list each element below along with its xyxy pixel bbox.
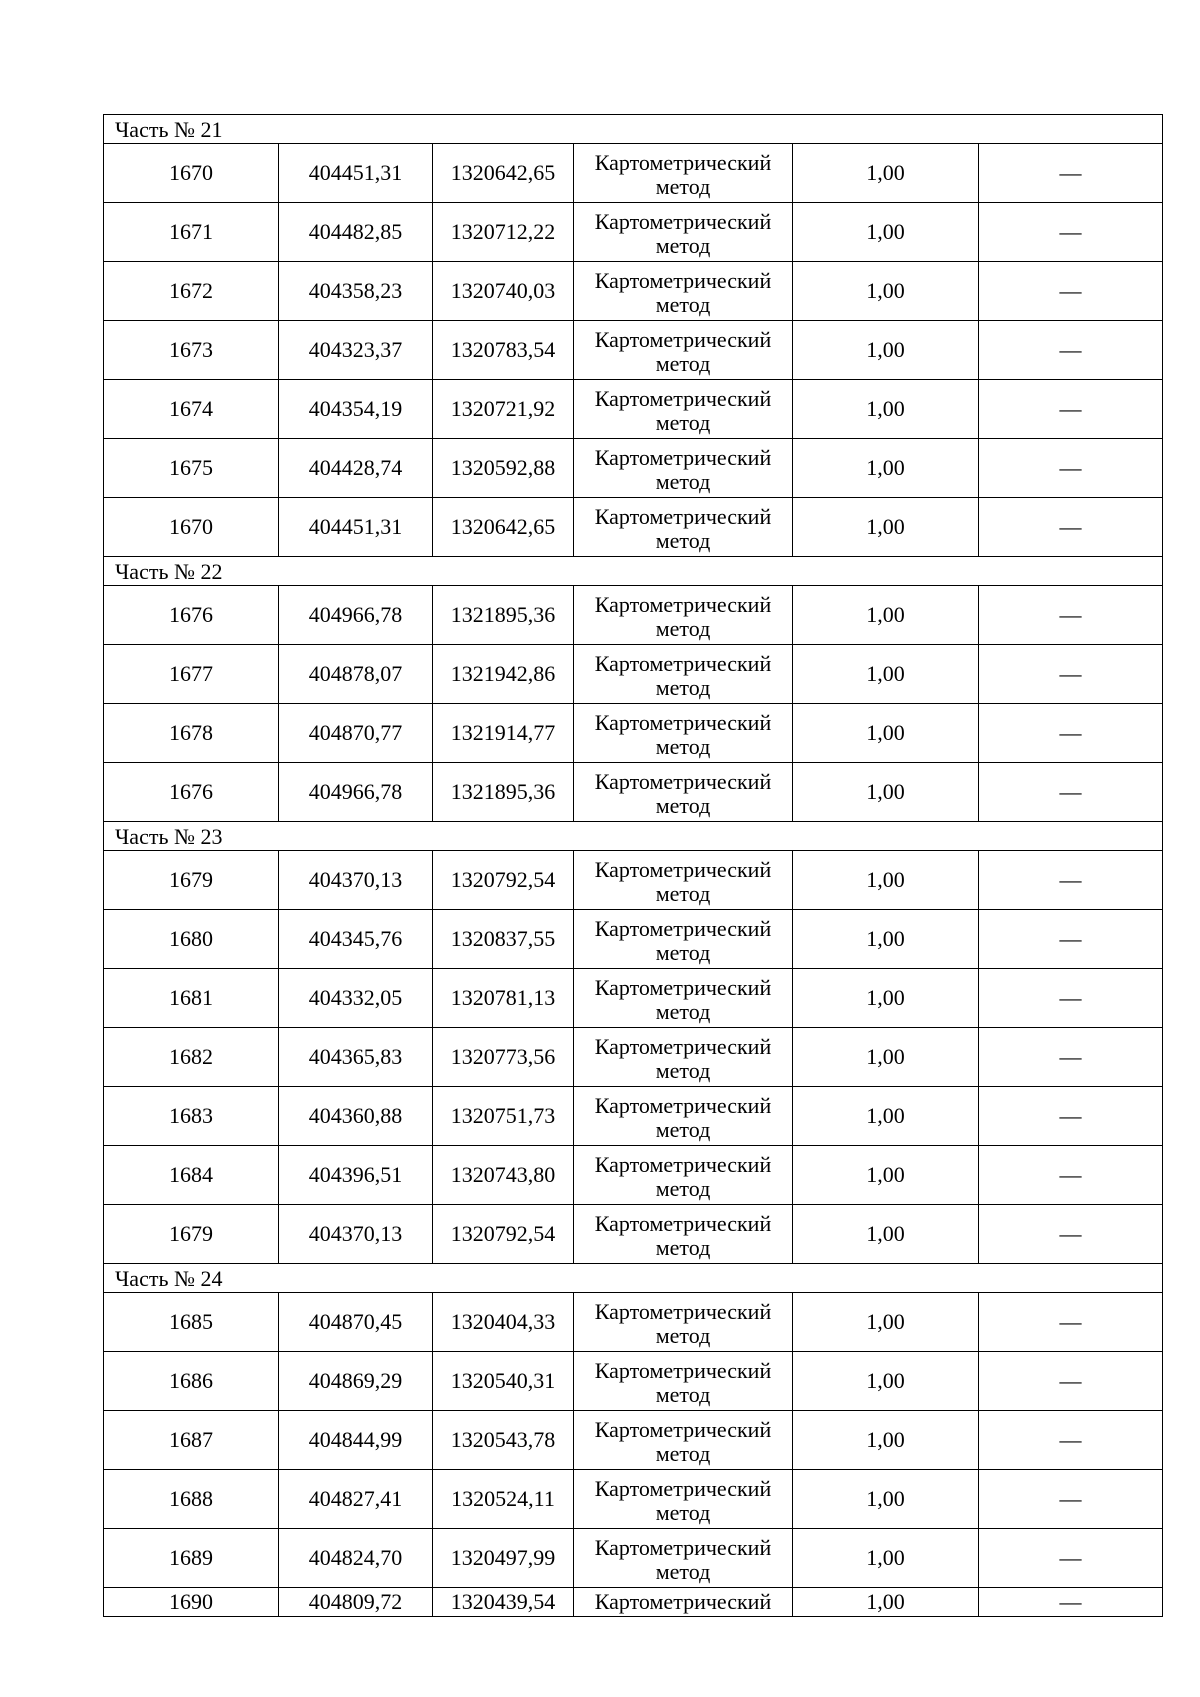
dash-cell: — [979,586,1163,645]
dash-cell: — [979,851,1163,910]
method-line-2: метод [655,616,711,641]
accuracy-cell: 1,00 [793,1529,979,1588]
table-row [104,969,1163,1028]
y-coordinate-cell: 1320404,33 [433,1293,574,1352]
point-number-cell: 1685 [104,1293,279,1352]
y-coordinate-cell: 1320592,88 [433,439,574,498]
section-label: Часть № 22 [104,557,1163,586]
method-cell [574,586,793,645]
method-line-1: Картометрический [594,327,772,352]
method-cell [574,439,793,498]
accuracy-cell: 1,00 [793,1087,979,1146]
x-coordinate-cell: 404966,78 [279,763,433,822]
method-cell [574,1352,793,1411]
section-label: Часть № 21 [104,115,1163,144]
method-cell [574,498,793,557]
point-number-cell: 1684 [104,1146,279,1205]
x-coordinate-cell: 404966,78 [279,586,433,645]
accuracy-cell: 1,00 [793,645,979,704]
y-coordinate-cell: 1320497,99 [433,1529,574,1588]
table-row [104,144,1163,203]
point-number-cell: 1679 [104,1205,279,1264]
y-coordinate-cell: 1320792,54 [433,851,574,910]
dash-cell: — [979,380,1163,439]
dash-cell: — [979,439,1163,498]
point-number-cell: 1679 [104,851,279,910]
method-line-2: метод [655,881,711,906]
x-coordinate-cell: 404354,19 [279,380,433,439]
method-cell [574,321,793,380]
method-cell [574,1529,793,1588]
y-coordinate-cell: 1320642,65 [433,144,574,203]
y-coordinate-cell: 1320740,03 [433,262,574,321]
x-coordinate-cell: 404345,76 [279,910,433,969]
method-cell [574,144,793,203]
point-number-cell: 1682 [104,1028,279,1087]
table-row [104,321,1163,380]
table-row [104,645,1163,704]
method-line-2: метод [655,292,711,317]
method-line-2: метод [655,1382,711,1407]
point-number-cell: 1672 [104,262,279,321]
accuracy-cell: 1,00 [793,144,979,203]
point-number-cell: 1670 [104,498,279,557]
y-coordinate-cell: 1320773,56 [433,1028,574,1087]
method-line-2: метод [655,233,711,258]
dash-cell: — [979,763,1163,822]
x-coordinate-cell: 404370,13 [279,1205,433,1264]
dash-cell: — [979,1087,1163,1146]
point-number-cell: 1688 [104,1470,279,1529]
y-coordinate-cell: 1320792,54 [433,1205,574,1264]
y-coordinate-cell: 1320783,54 [433,321,574,380]
x-coordinate-cell: 404844,99 [279,1411,433,1470]
method-cell [574,1411,793,1470]
method-line-2: метод [655,528,711,553]
accuracy-cell: 1,00 [793,969,979,1028]
y-coordinate-cell: 1320743,80 [433,1146,574,1205]
x-coordinate-cell: 404323,37 [279,321,433,380]
x-coordinate-cell: 404360,88 [279,1087,433,1146]
method-line-2: метод [655,1323,711,1348]
accuracy-cell: 1,00 [793,1293,979,1352]
method-line-2: метод [655,1058,711,1083]
x-coordinate-cell: 404358,23 [279,262,433,321]
method-cell [574,704,793,763]
method-cell [574,203,793,262]
accuracy-cell: 1,00 [793,1352,979,1411]
method-cell [574,1293,793,1352]
x-coordinate-cell: 404370,13 [279,851,433,910]
table-row [104,1470,1163,1529]
x-coordinate-cell: 404870,77 [279,704,433,763]
y-coordinate-cell: 1320837,55 [433,910,574,969]
table-row [104,851,1163,910]
x-coordinate-cell: 404451,31 [279,144,433,203]
method-line-1: Картометрический [594,592,772,617]
method-cell [574,1087,793,1146]
point-number-cell: 1674 [104,380,279,439]
table-row [104,910,1163,969]
point-number-cell: 1683 [104,1087,279,1146]
dash-cell: — [979,1470,1163,1529]
dash-cell: — [979,910,1163,969]
table-row [104,1087,1163,1146]
table-row [104,1588,1163,1617]
method-line-1: Картометрический [594,916,772,941]
method-line-2: метод [655,1500,711,1525]
y-coordinate-cell: 1320439,54 [433,1588,574,1617]
y-coordinate-cell: 1321895,36 [433,763,574,822]
method-line-2: метод [655,410,711,435]
method-line-1: Картометрический [594,1476,772,1501]
section-header-row [104,557,1163,586]
y-coordinate-cell: 1321942,86 [433,645,574,704]
method-line-1: Картометрический [594,710,772,735]
accuracy-cell: 1,00 [793,704,979,763]
method-line-2: метод [655,174,711,199]
coordinates-table [103,114,1163,1617]
dash-cell: — [979,1529,1163,1588]
accuracy-cell: 1,00 [793,1588,979,1617]
point-number-cell: 1687 [104,1411,279,1470]
method-cell [574,262,793,321]
method-line-1: Картометрический [594,1211,772,1236]
table-row [104,380,1163,439]
dash-cell: — [979,1352,1163,1411]
method-cell [574,910,793,969]
point-number-cell: 1686 [104,1352,279,1411]
y-coordinate-cell: 1320540,31 [433,1352,574,1411]
point-number-cell: 1676 [104,586,279,645]
method-line-2: метод [655,1117,711,1142]
method-line-1: Картометрический [594,445,772,470]
accuracy-cell: 1,00 [793,763,979,822]
method-line-1: Картометрический [594,504,772,529]
x-coordinate-cell: 404332,05 [279,969,433,1028]
x-coordinate-cell: 404482,85 [279,203,433,262]
dash-cell: — [979,969,1163,1028]
y-coordinate-cell: 1320712,22 [433,203,574,262]
accuracy-cell: 1,00 [793,910,979,969]
method-cell [574,1470,793,1529]
table-row [104,1352,1163,1411]
method-cell [574,1028,793,1087]
dash-cell: — [979,321,1163,380]
table-row [104,1411,1163,1470]
x-coordinate-cell: 404451,31 [279,498,433,557]
y-coordinate-cell: 1320721,92 [433,380,574,439]
table-row [104,262,1163,321]
x-coordinate-cell: 404869,29 [279,1352,433,1411]
method-line-1: Картометрический [594,769,772,794]
table-row [104,1146,1163,1205]
point-number-cell: 1671 [104,203,279,262]
y-coordinate-cell: 1320524,11 [433,1470,574,1529]
section-label: Часть № 24 [104,1264,1163,1293]
method-cell [574,969,793,1028]
method-line-2: метод [655,1176,711,1201]
x-coordinate-cell: 404396,51 [279,1146,433,1205]
method-cell [574,1205,793,1264]
accuracy-cell: 1,00 [793,203,979,262]
table-row [104,1529,1163,1588]
method-cell [574,380,793,439]
x-coordinate-cell: 404878,07 [279,645,433,704]
accuracy-cell: 1,00 [793,851,979,910]
method-line-1: Картометрический [594,1589,772,1614]
method-cell [574,645,793,704]
accuracy-cell: 1,00 [793,439,979,498]
table-row [104,498,1163,557]
dash-cell: — [979,144,1163,203]
point-number-cell: 1690 [104,1588,279,1617]
table-row [104,763,1163,822]
table-row [104,1293,1163,1352]
point-number-cell: 1670 [104,144,279,203]
table-row [104,439,1163,498]
point-number-cell: 1681 [104,969,279,1028]
method-line-1: Картометрический [594,268,772,293]
method-line-1: Картометрический [594,1152,772,1177]
x-coordinate-cell: 404870,45 [279,1293,433,1352]
method-line-2: метод [655,351,711,376]
dash-cell: — [979,203,1163,262]
method-line-1: Картометрический [594,1299,772,1324]
accuracy-cell: 1,00 [793,586,979,645]
section-header-row [104,115,1163,144]
table-row [104,1205,1163,1264]
method-line-2: метод [655,469,711,494]
point-number-cell: 1689 [104,1529,279,1588]
method-line-1: Картометрический [594,150,772,175]
method-line-1: Картометрический [594,1417,772,1442]
point-number-cell: 1678 [104,704,279,763]
dash-cell: — [979,1205,1163,1264]
method-line-2: метод [655,999,711,1024]
accuracy-cell: 1,00 [793,498,979,557]
method-cell [574,1588,793,1617]
accuracy-cell: 1,00 [793,380,979,439]
y-coordinate-cell: 1320751,73 [433,1087,574,1146]
dash-cell: — [979,262,1163,321]
table-row [104,203,1163,262]
point-number-cell: 1673 [104,321,279,380]
method-line-1: Картометрический [594,651,772,676]
table-row [104,586,1163,645]
dash-cell: — [979,498,1163,557]
method-line-1: Картометрический [594,1358,772,1383]
table-row [104,1028,1163,1087]
method-line-2: метод [655,940,711,965]
method-line-1: Картометрический [594,386,772,411]
method-line-1: Картометрический [594,209,772,234]
accuracy-cell: 1,00 [793,1205,979,1264]
section-header-row [104,822,1163,851]
point-number-cell: 1675 [104,439,279,498]
table-row [104,704,1163,763]
method-line-1: Картометрический [594,1034,772,1059]
coordinates-table-body [104,115,1163,1617]
method-cell [574,763,793,822]
method-line-2: метод [655,675,711,700]
method-line-1: Картометрический [594,857,772,882]
dash-cell: — [979,1146,1163,1205]
x-coordinate-cell: 404365,83 [279,1028,433,1087]
y-coordinate-cell: 1320781,13 [433,969,574,1028]
point-number-cell: 1677 [104,645,279,704]
method-line-2: метод [655,1441,711,1466]
dash-cell: — [979,1293,1163,1352]
accuracy-cell: 1,00 [793,1411,979,1470]
method-line-2: метод [655,1235,711,1260]
dash-cell: — [979,1411,1163,1470]
dash-cell: — [979,1028,1163,1087]
accuracy-cell: 1,00 [793,1028,979,1087]
y-coordinate-cell: 1320543,78 [433,1411,574,1470]
dash-cell: — [979,1588,1163,1617]
method-line-2: метод [655,793,711,818]
dash-cell: — [979,645,1163,704]
accuracy-cell: 1,00 [793,1146,979,1205]
y-coordinate-cell: 1321895,36 [433,586,574,645]
method-cell [574,851,793,910]
method-cell [574,1146,793,1205]
method-line-2: метод [655,734,711,759]
point-number-cell: 1680 [104,910,279,969]
section-label: Часть № 23 [104,822,1163,851]
method-line-1: Картометрический [594,1535,772,1560]
x-coordinate-cell: 404428,74 [279,439,433,498]
method-line-2: метод [655,1559,711,1584]
accuracy-cell: 1,00 [793,262,979,321]
method-line-1: Картометрический [594,1093,772,1118]
y-coordinate-cell: 1321914,77 [433,704,574,763]
x-coordinate-cell: 404827,41 [279,1470,433,1529]
method-line-1: Картометрический [594,975,772,1000]
accuracy-cell: 1,00 [793,1470,979,1529]
section-header-row [104,1264,1163,1293]
y-coordinate-cell: 1320642,65 [433,498,574,557]
dash-cell: — [979,704,1163,763]
x-coordinate-cell: 404824,70 [279,1529,433,1588]
accuracy-cell: 1,00 [793,321,979,380]
x-coordinate-cell: 404809,72 [279,1588,433,1617]
point-number-cell: 1676 [104,763,279,822]
